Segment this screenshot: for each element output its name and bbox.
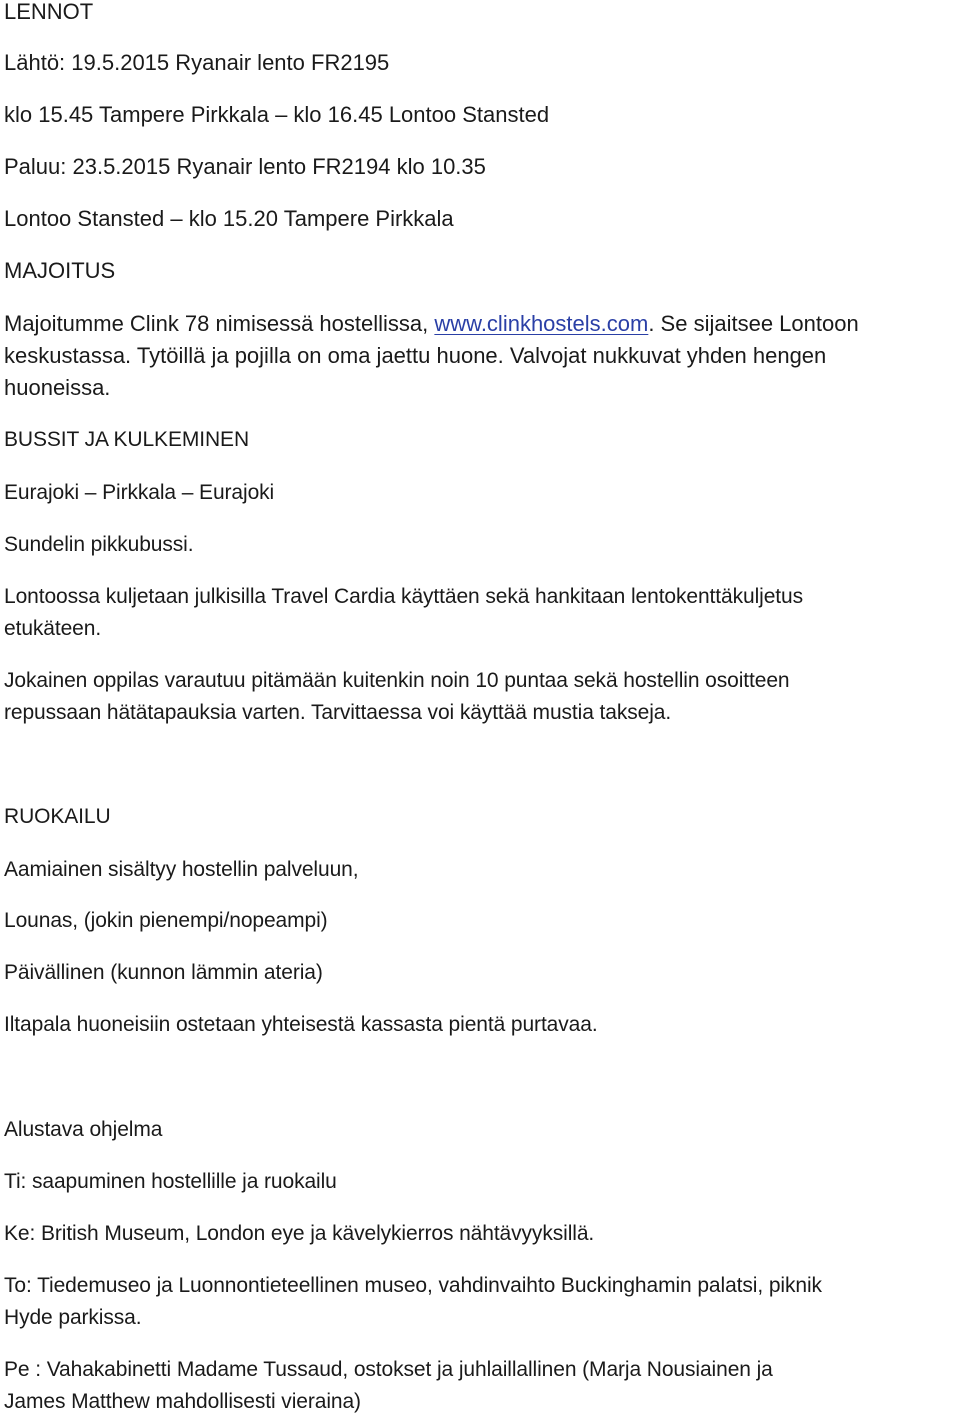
return-line-1: Paluu: 23.5.2015 Ryanair lento FR2194 klo 10.35 (4, 154, 486, 179)
program-thursday-line-2: Hyde parkissa. (4, 1306, 142, 1329)
program-tuesday: Ti: saapuminen hostellille ja ruokailu (4, 1170, 337, 1193)
meals-breakfast: Aamiainen sisältyy hostellin palveluun, (4, 858, 359, 881)
accommodation-heading: MAJOITUS (4, 258, 116, 283)
accommodation-text-after-link: . Se sijaitsee Lontoon (648, 311, 859, 336)
flights-heading: LENNOT (4, 0, 94, 24)
departure-line-2: klo 15.45 Tampere Pirkkala – klo 16.45 Lontoo Stansted (4, 102, 550, 127)
meals-dinner: Päivällinen (kunnon lämmin ateria) (4, 961, 323, 984)
meals-lunch: Lounas, (jokin pienempi/nopeampi) (4, 909, 328, 932)
accommodation-line-3: huoneissa. (4, 375, 111, 400)
transport-bus: Sundelin pikkubussi. (4, 533, 194, 556)
accommodation-line-1 (4, 308, 859, 340)
transport-money-line-1: Jokainen oppilas varautuu pitämään kuitenkin noin 10 puntaa sekä hostellin osoitteen (4, 669, 790, 692)
program-thursday-line-1: To: Tiedemuseo ja Luonnontieteellinen museo, vahdinvaihto Buckinghamin palatsi, piknik (4, 1274, 822, 1297)
program-heading: Alustava ohjelma (4, 1118, 163, 1141)
transport-route: Eurajoki – Pirkkala – Eurajoki (4, 481, 275, 504)
hostel-website-link[interactable]: www.clinkhostels.com (434, 311, 649, 336)
return-line-2: Lontoo Stansted – klo 15.20 Tampere Pirkkala (4, 206, 454, 231)
transport-london-line-1: Lontoossa kuljetaan julkisilla Travel Cardia käyttäen sekä hankitaan lentokenttäkuljetus (4, 585, 804, 608)
transport-money-line-2: repussaan hätätapauksia varten. Tarvittaessa voi käyttää mustia takseja. (4, 701, 672, 724)
program-friday-line-2: James Matthew mahdollisesti vieraina) (4, 1390, 361, 1413)
meals-heading: RUOKAILU (4, 805, 111, 828)
accommodation-text-before-link: Majoitumme Clink 78 nimisessä hostellissa, (4, 311, 435, 336)
meals-evening: Iltapala huoneisiin ostetaan yhteisestä kassasta pientä purtavaa. (4, 1013, 598, 1036)
program-wednesday: Ke: British Museum, London eye ja kävelykierros nähtävyyksillä. (4, 1222, 595, 1245)
transport-london-line-2: etukäteen. (4, 617, 102, 640)
transport-heading: BUSSIT JA KULKEMINEN (4, 428, 250, 451)
accommodation-line-2: keskustassa. Tytöillä ja pojilla on oma jaettu huone. Valvojat nukkuvat yhden hengen (4, 343, 827, 368)
program-friday-line-1: Pe : Vahakabinetti Madame Tussaud, ostokset ja juhlaillallinen (Marja Nousiainen ja (4, 1358, 773, 1381)
departure-line-1: Lähtö: 19.5.2015 Ryanair lento FR2195 (4, 50, 390, 75)
